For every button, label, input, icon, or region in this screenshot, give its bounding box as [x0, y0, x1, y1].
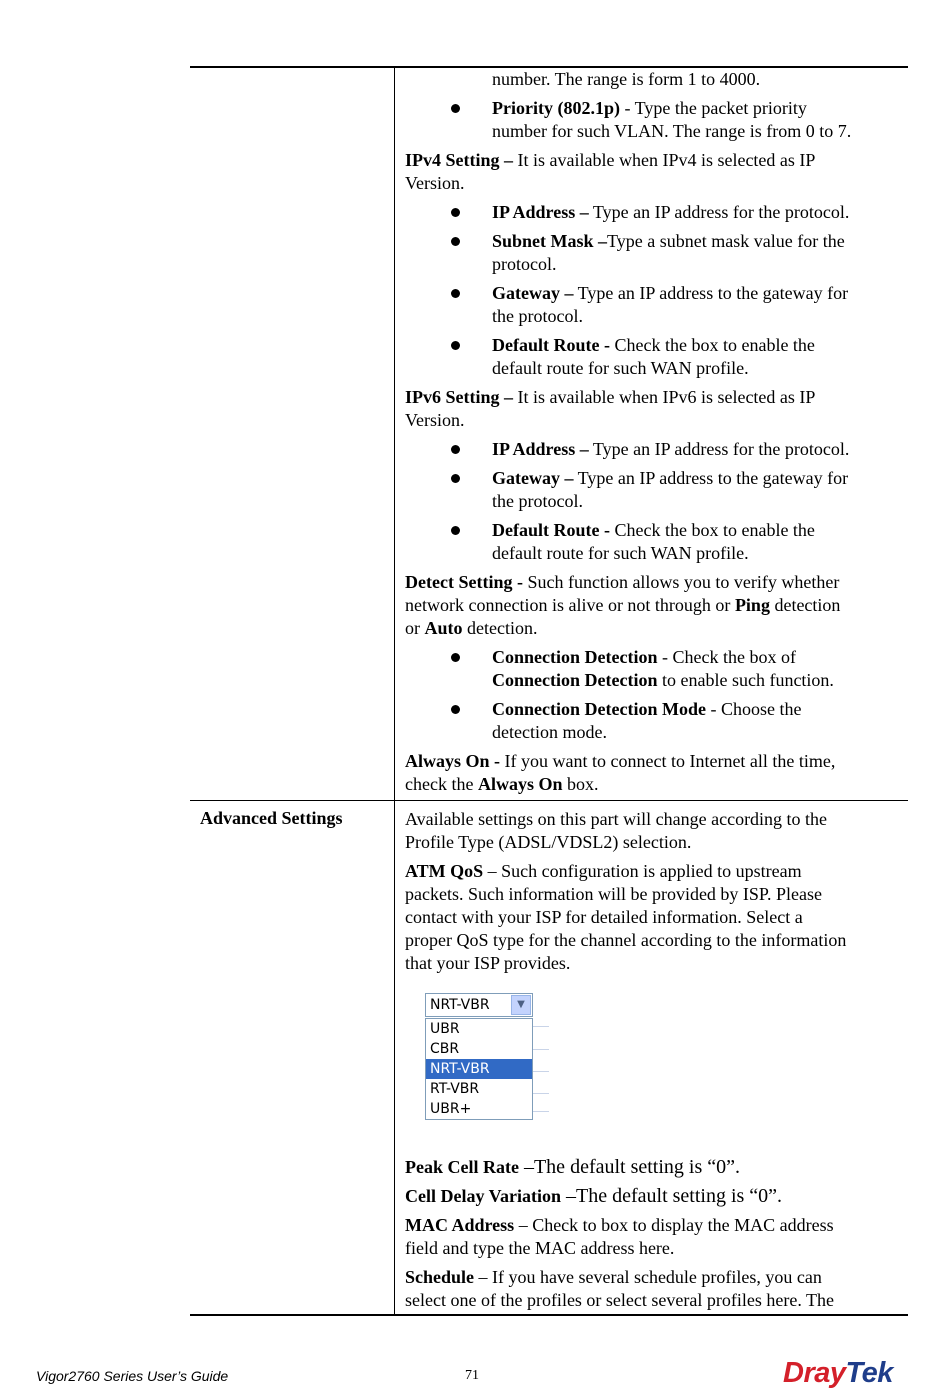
bullet-icon	[451, 341, 460, 350]
atm-qos-dropdown-screenshot	[425, 993, 560, 1138]
schedule-paragraph: Schedule – If you have several schedule profiles, you can select one of the profiles or select several profiles here. The	[405, 1267, 834, 1310]
bullet-icon	[451, 237, 460, 246]
ipv6-default-route-bullet: Default Route - Check the box to enable the default route for such WAN profile.	[405, 519, 900, 565]
draytek-logo: DrayTek	[783, 1357, 893, 1389]
column-divider	[394, 67, 395, 1315]
ipv4-subnet-mask-bullet: Subnet Mask –Type a subnet mask value for the protocol.	[405, 230, 900, 276]
bullet-icon	[451, 705, 460, 714]
bullet-icon	[451, 653, 460, 662]
footer-guide-title: Vigor2760 Series User’s Guide	[36, 1368, 229, 1384]
advanced-cell-content	[405, 808, 900, 1318]
always-on-paragraph: Always On - If you want to connect to Internet all the time, check the Always On box.	[405, 751, 836, 794]
bullet-icon	[451, 526, 460, 535]
connection-detection-mode-bullet: Connection Detection Mode - Choose the detection mode.	[405, 698, 900, 744]
background-line	[533, 1049, 549, 1050]
option-ubr[interactable]: UBR	[430, 1021, 460, 1037]
atm-qos-paragraph: ATM QoS – Such configuration is applied to upstream packets. Such information will be provided by ISP. Please contact with your ISP for detailed information. Select a proper QoS type for the channel according to the information that your ISP provides.	[405, 861, 847, 973]
top-cell-content	[405, 68, 900, 802]
ipv4-ip-address-bullet: IP Address – Type an IP address for the protocol.	[405, 201, 900, 224]
ipv6-gateway-bullet: Gateway – Type an IP address to the gateway for the protocol.	[405, 467, 900, 513]
atm-qos-select[interactable]: NRT-VBR ▼	[425, 993, 533, 1017]
option-nrt-vbr[interactable]: NRT-VBR	[426, 1059, 532, 1079]
advanced-intro-paragraph: Available settings on this part will change according to the Profile Type (ADSL/VDSL2) selection.	[405, 809, 828, 852]
bullet-icon	[451, 208, 460, 217]
background-line	[533, 1026, 549, 1027]
bullet-icon	[451, 104, 460, 113]
connection-detection-bullet: Connection Detection - Check the box of Connection Detection to enable such function.	[405, 646, 900, 692]
chevron-down-icon[interactable]: ▼	[511, 995, 531, 1015]
ipv4-default-route-bullet: Default Route - Check the box to enable the default route for such WAN profile.	[405, 334, 900, 380]
advanced-settings-label: Advanced Settings	[200, 808, 343, 828]
detect-setting-paragraph: Detect Setting - Such function allows you to verify whether network connection is alive or not through or Ping detection or Auto detection.	[405, 572, 841, 638]
ipv6-ip-address-bullet: IP Address – Type an IP address for the protocol.	[405, 438, 900, 461]
bullet-icon	[451, 474, 460, 483]
ipv4-setting-heading: IPv4 Setting – It is available when IPv4 is selected as IP Version.	[405, 150, 816, 193]
bullet-icon	[451, 289, 460, 298]
vlan-range-text: number. The range is form 1 to 4000.	[492, 69, 761, 89]
option-cbr[interactable]: CBR	[430, 1041, 460, 1057]
option-ubr-plus[interactable]: UBR+	[430, 1101, 472, 1117]
background-line	[533, 1093, 549, 1094]
ipv4-gateway-bullet: Gateway – Type an IP address to the gateway for the protocol.	[405, 282, 900, 328]
ipv6-setting-heading: IPv6 Setting – It is available when IPv6 is selected as IP Version.	[405, 387, 816, 430]
mac-address-paragraph: MAC Address – Check to box to display the MAC address field and type the MAC address here.	[405, 1215, 834, 1258]
option-rt-vbr[interactable]: RT-VBR	[430, 1081, 480, 1097]
page-number: 71	[465, 1368, 479, 1383]
priority-bullet: Priority (802.1p) - Type the packet priority number for such VLAN. The range is from 0 to 7.	[405, 97, 900, 143]
background-line	[533, 1111, 549, 1112]
cell-delay-variation-paragraph: Cell Delay Variation –The default setting is “0”.	[405, 1185, 783, 1207]
atm-qos-options-list	[425, 1018, 533, 1120]
background-line	[533, 1071, 549, 1072]
peak-cell-rate-paragraph: Peak Cell Rate –The default setting is “0”.	[405, 1156, 741, 1178]
bullet-icon	[451, 445, 460, 454]
